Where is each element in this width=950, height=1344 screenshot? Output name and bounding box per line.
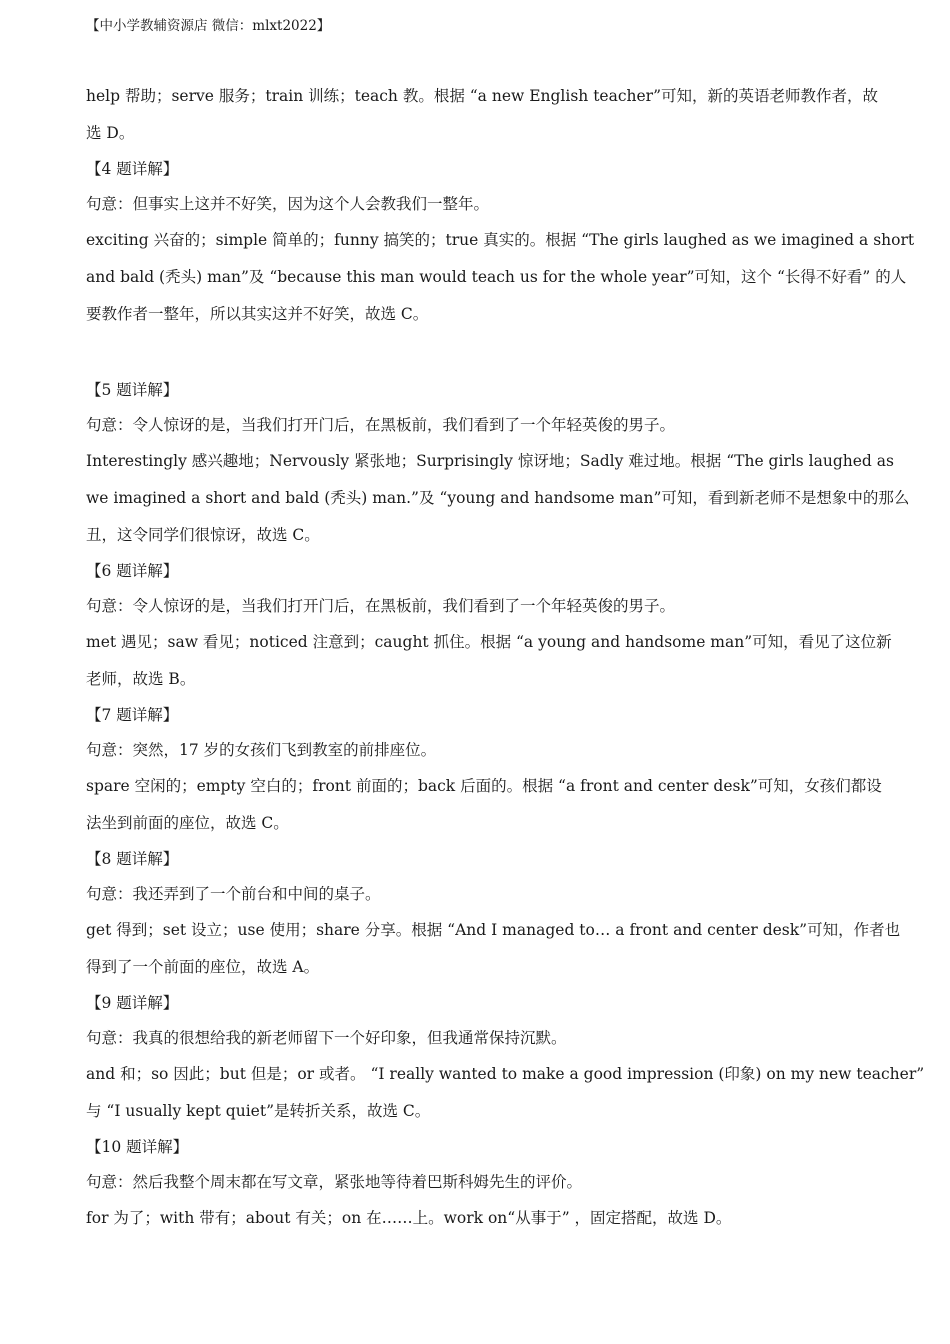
question-heading: 【4 题详解】 xyxy=(86,160,179,178)
explanation-block-9 xyxy=(86,986,925,1130)
explanation-line: and 和；so 因此；but 但是；or 或者。 “I really wanted to make a good impression (印象) on my new teacher” xyxy=(86,1065,925,1083)
question-heading: 【6 题详解】 xyxy=(86,562,179,580)
explanation-line: we imagined a short and bald (秃头) man.”及 “young and handsome man”可知，看到新老师不是想象中的那么 xyxy=(86,489,910,507)
answer-explanations xyxy=(86,78,925,1237)
explanation-line: 法坐到前面的座位，故选 C。 xyxy=(86,814,289,832)
explanation-line: get 得到；set 设立；use 使用；share 分享。根据 “And I managed to… a front and center desk”可知，作者也 xyxy=(86,921,901,939)
explanation-block-10 xyxy=(86,1130,864,1237)
explanation-line: 丑，这令同学们很惊讶，故选 C。 xyxy=(86,526,320,544)
sentence-meaning: 句意：突然，17 岁的女孩们飞到教室的前排座位。 xyxy=(86,741,437,759)
sentence-meaning: 句意：但事实上这并不好笑，因为这个人会教我们一整年。 xyxy=(86,195,490,213)
explanation-line: met 遇见；saw 看见；noticed 注意到；caught 抓住。根据 “a young and handsome man”可知，看见了这位新 xyxy=(86,633,892,651)
question-heading: 【7 题详解】 xyxy=(86,706,179,724)
sentence-meaning: 句意：令人惊讶的是，当我们打开门后，在黑板前，我们看到了一个年轻英俊的男子。 xyxy=(86,416,676,434)
question-heading: 【9 题详解】 xyxy=(86,994,179,1012)
explanation-block-6 xyxy=(86,554,892,698)
blank-gap xyxy=(86,333,864,373)
explanation-line: 与 “I usually kept quiet”是转折关系，故选 C。 xyxy=(86,1102,431,1120)
explanation-line: 老师，故选 B。 xyxy=(86,670,196,688)
explanation-block-7 xyxy=(86,698,882,842)
explanation-line: 选 D。 xyxy=(86,124,135,142)
explanation-line: exciting 兴奋的；simple 简单的；funny 搞笑的；true 真实的。根据 “The girls laughed as we imagined a short xyxy=(86,231,915,249)
question-heading: 【10 题详解】 xyxy=(86,1138,189,1156)
explanation-line: and bald (秃头) man”及 “because this man would teach us for the whole year”可知，这个 “长得不好看” 的人 xyxy=(86,268,907,286)
explanation-line: 得到了一个前面的座位，故选 A。 xyxy=(86,958,320,976)
explanation-block-5 xyxy=(86,373,910,554)
explanation-line: spare 空闲的；empty 空白的；front 前面的；back 后面的。根据 “a front and center desk”可知，女孩们都设 xyxy=(86,777,882,795)
explanation-line: 要教作者一整年，所以其实这并不好笑，故选 C。 xyxy=(86,305,429,323)
explanation-line: Interestingly 感兴趣地；Nervously 紧张地；Surprisingly 惊讶地；Sadly 难过地。根据 “The girls laughed as xyxy=(86,452,894,470)
explanation-block-3-continued xyxy=(86,78,879,152)
sentence-meaning: 句意：令人惊讶的是，当我们打开门后，在黑板前，我们看到了一个年轻英俊的男子。 xyxy=(86,597,676,615)
question-heading: 【8 题详解】 xyxy=(86,850,179,868)
resource-header: 【中小学教辅资源店 微信：mlxt2022】 xyxy=(86,18,331,34)
question-heading: 【5 题详解】 xyxy=(86,381,179,399)
explanation-line: for 为了；with 带有；about 有关；on 在……上。work on“从事于” ，固定搭配，故选 D。 xyxy=(86,1209,732,1227)
explanation-line: help 帮助；serve 服务；train 训练；teach 教。根据 “a new English teacher”可知，新的英语老师教作者，故 xyxy=(86,87,879,105)
sentence-meaning: 句意：我真的很想给我的新老师留下一个好印象，但我通常保持沉默。 xyxy=(86,1029,567,1047)
sentence-meaning: 句意：然后我整个周末都在写文章，紧张地等待着巴斯科姆先生的评价。 xyxy=(86,1173,583,1191)
explanation-block-4 xyxy=(86,152,915,333)
explanation-block-8 xyxy=(86,842,901,986)
sentence-meaning: 句意：我还弄到了一个前台和中间的桌子。 xyxy=(86,885,381,903)
